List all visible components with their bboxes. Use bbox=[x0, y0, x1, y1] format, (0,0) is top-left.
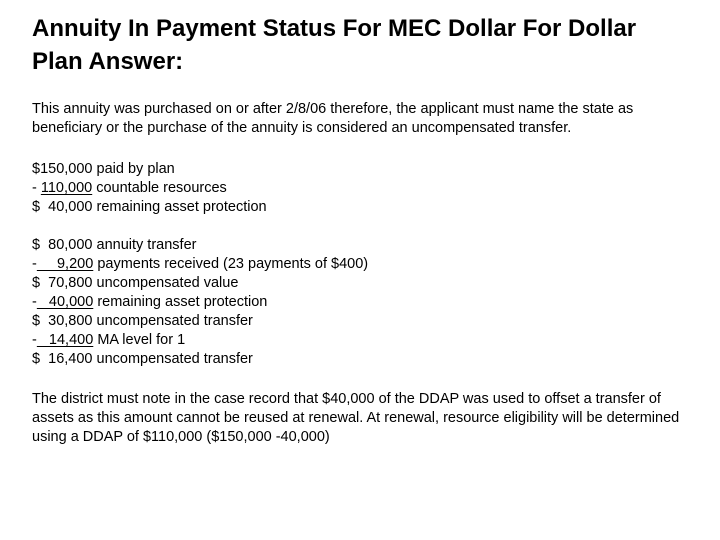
calc-prefix: $ bbox=[32, 199, 49, 215]
calc-description: MA level for 1 bbox=[97, 332, 186, 348]
calc-amount: 110,000 bbox=[40, 180, 93, 196]
calc-amount: 80,000 bbox=[48, 237, 93, 253]
calc-prefix: $ bbox=[32, 351, 49, 367]
calc-prefix: - bbox=[32, 180, 41, 196]
calc-description: countable resources bbox=[96, 180, 227, 196]
calc-description: annuity transfer bbox=[96, 237, 197, 253]
calc-description: payments received (23 payments of $400) bbox=[97, 256, 369, 272]
calc-amount: 40,000 bbox=[48, 199, 93, 215]
calc-row bbox=[32, 274, 368, 293]
calc-amount: 40,000 bbox=[36, 294, 94, 310]
calc-description: uncompensated transfer bbox=[96, 313, 253, 329]
calc-row bbox=[32, 198, 267, 217]
calc-description: remaining asset protection bbox=[97, 294, 268, 310]
calc-prefix: - bbox=[32, 294, 37, 310]
calc-description: remaining asset protection bbox=[96, 199, 267, 215]
uncompensated-transfer-calculation bbox=[32, 236, 368, 369]
calc-row bbox=[32, 236, 368, 255]
slide-title: Annuity In Payment Status For MEC Dollar For Dollar Plan Answer: bbox=[32, 15, 637, 75]
calc-prefix: $ bbox=[32, 161, 41, 177]
calc-prefix: - bbox=[32, 332, 37, 348]
calc-row bbox=[32, 312, 368, 331]
calc-row bbox=[32, 255, 368, 274]
calc-row bbox=[32, 350, 368, 369]
calc-prefix: - bbox=[32, 256, 37, 272]
calc-description: paid by plan bbox=[96, 161, 175, 177]
calc-amount: 70,800 bbox=[48, 275, 93, 291]
calc-amount: 16,400 bbox=[48, 351, 93, 367]
calc-row bbox=[32, 293, 368, 312]
asset-protection-calculation bbox=[32, 160, 267, 217]
calc-description: uncompensated value bbox=[96, 275, 239, 291]
calc-prefix: $ bbox=[32, 237, 49, 253]
closing-paragraph: The district must note in the case record that $40,000 of the DDAP was used to offset a transfer of assets as this amount cannot be reused at renewal. At renewal, resource eligibility will be determined using a DDAP of $110,000 ($150,000 -40,000) bbox=[32, 391, 680, 445]
intro-paragraph: This annuity was purchased on or after 2/8/06 therefore, the applicant must name the state as beneficiary or the purchase of the annuity is considered an uncompensated transfer. bbox=[32, 101, 634, 136]
calc-prefix: $ bbox=[32, 275, 49, 291]
calc-amount: 9,200 bbox=[36, 256, 94, 272]
calc-row bbox=[32, 160, 267, 179]
calc-amount: 150,000 bbox=[40, 161, 93, 177]
calc-prefix: $ bbox=[32, 313, 49, 329]
calc-amount: 14,400 bbox=[36, 332, 94, 348]
calc-row bbox=[32, 179, 267, 198]
calc-row bbox=[32, 331, 368, 350]
calc-description: uncompensated transfer bbox=[96, 351, 253, 367]
calc-amount: 30,800 bbox=[48, 313, 93, 329]
